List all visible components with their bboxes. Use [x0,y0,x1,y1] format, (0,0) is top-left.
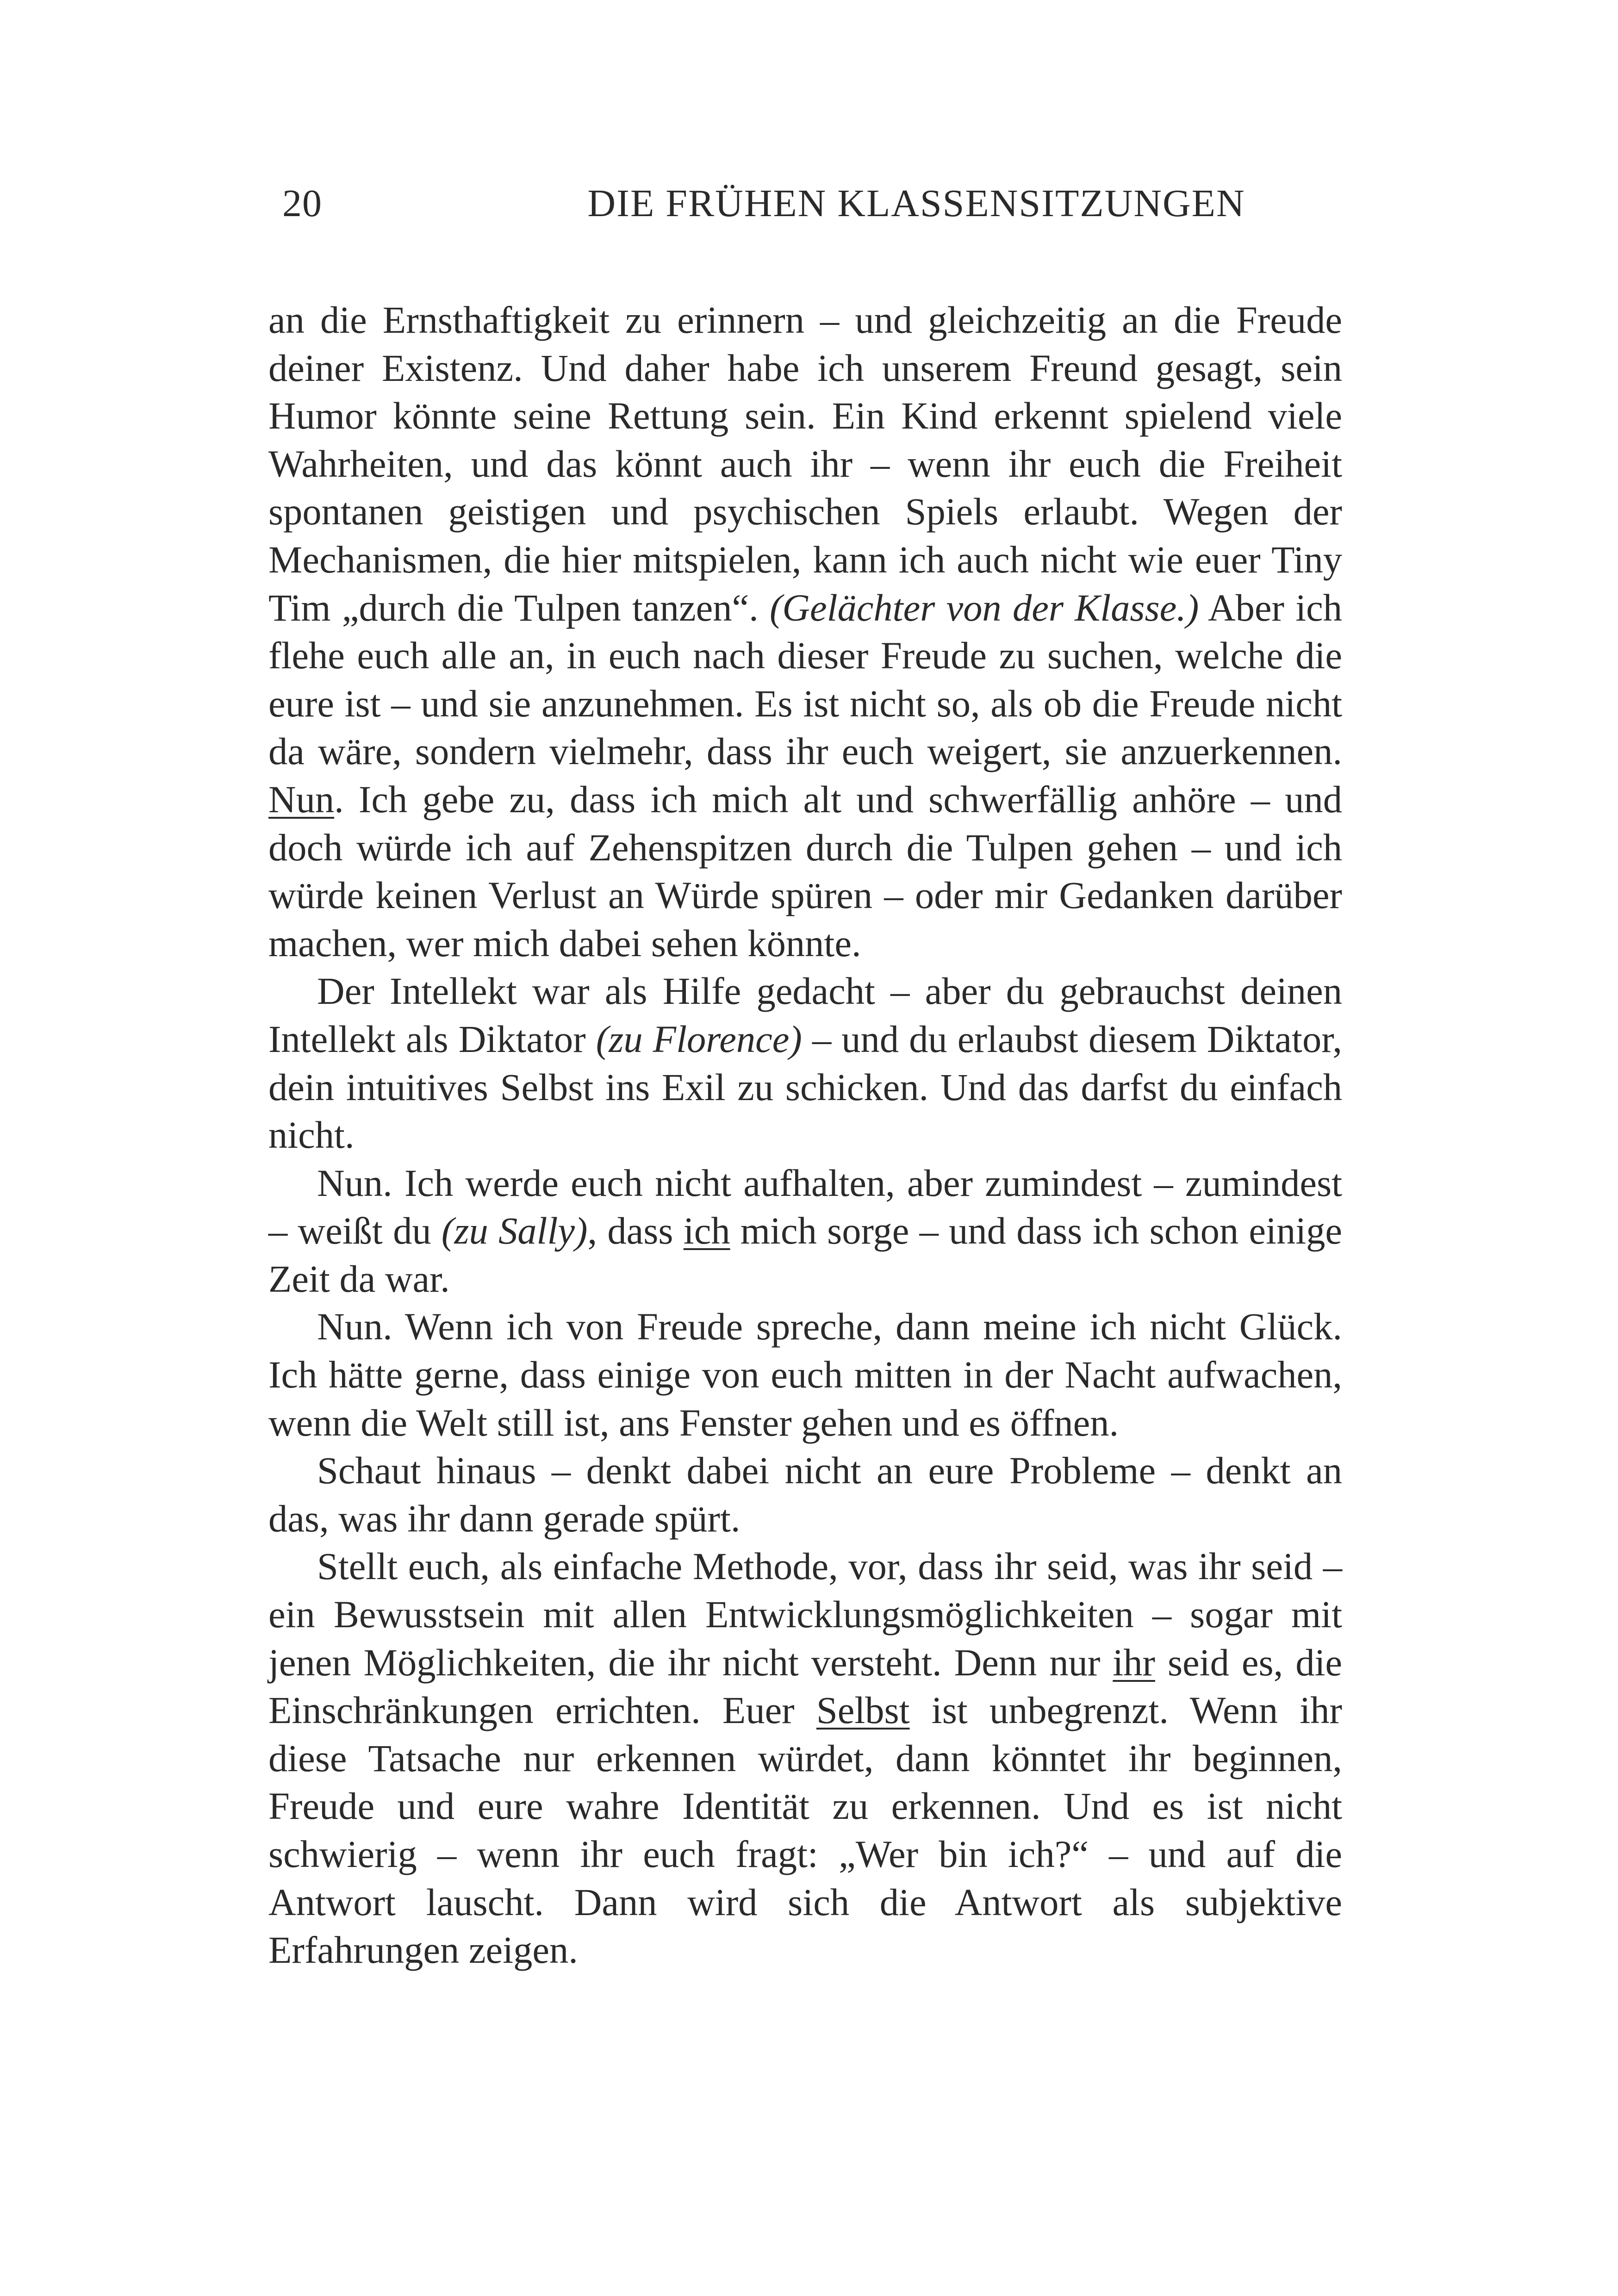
paragraph [268,967,1342,1159]
page-number: 20 [282,182,322,225]
paragraph [268,296,1342,967]
running-title: DIE FRÜHEN KLASSENSITZUNGEN [587,182,1245,225]
running-header [282,178,1356,229]
stage-direction: (zu Florence) [596,1017,802,1060]
text-run: Schaut hinaus – denkt dabei nicht an eure Probleme – denkt an das, was ihr dann gerade spürt. [268,1449,1342,1540]
text-run: – und du erlaubst diesem Diktator, dein intuitives Selbst ins Exil zu schicken. Und das darfst du einfach nicht. [268,1017,1342,1157]
body-text [268,296,1342,1974]
paragraph [268,1447,1342,1543]
stage-direction: (zu Sally) [441,1209,588,1252]
text-run: mich sorge – und dass ich schon einige Zeit da war. [268,1209,1342,1300]
text-run: ist unbegrenzt. Wenn ihr diese Tatsache nur erkennen würdet, dann könntet ihr beginnen, Freude und eure wahre Identität zu erkennen. Und es ist nicht schwierig – wenn ihr euch fragt: „Wer bin ich?“ – und auf die Antwort lauscht. Dann wird sich die Antwort als subjektive Erfahrungen zeigen. [268,1689,1343,1972]
paragraph [268,1303,1342,1447]
text-run: Nun. Wenn ich von Freude spreche, dann meine ich nicht Glück. Ich hätte gerne, dass einige von euch mitten in der Nacht aufwachen, wenn die Welt still ist, ans Fenster gehen und es öffnen. [268,1305,1342,1444]
text-run: Der Intellekt war als Hilfe gedacht – aber du gebrauchst deinen Intellekt als Diktator [268,970,1342,1060]
text-run: seid es, die Einschränkungen errichten. Euer [268,1641,1342,1732]
text-run: Aber ich flehe euch alle an, in euch nach dieser Freude zu suchen, welche die eure ist – und sie anzunehmen. Es ist nicht so, als ob die Freude nicht da wäre, sondern vielmehr, dass ihr euch weigert, sie anzuerkennen. [268,586,1342,773]
text-run: an die Ernsthaftigkeit zu erinnern – und gleichzeitig an die Freude deiner Existenz. Und daher habe ich unserem Freund gesagt, sein Humor könnte seine Rettung sein. Ein Kind erkennt spielend viele Wahrheiten, und das könnt auch ihr – wenn ihr euch die Freiheit spontanen geistigen und psychischen Spiels erlaubt. Wegen der Mechanismen, die hier mitspielen, kann ich auch nicht wie euer Tiny Tim „durch die Tulpen tanzen“. [268,299,1342,629]
emphasis-underline: ihr [1113,1641,1155,1684]
text-run: Nun. Ich werde euch nicht aufhalten, aber zumindest – zumindest – weißt du [268,1161,1342,1252]
text-run: . Ich gebe zu, dass ich mich alt und schwerfällig anhöre – und doch würde ich auf Zehenspitzen durch die Tulpen gehen – und ich würde keinen Verlust an Würde spüren – oder mir Gedanken darüber machen, wer mich dabei sehen könnte. [268,778,1342,964]
stage-direction: (Gelächter von der Klasse.) [769,586,1199,629]
emphasis-underline: Selbst [816,1689,910,1732]
text-run: , dass [587,1209,684,1252]
text-run: Stellt euch, als einfache Methode, vor, dass ihr seid, was ihr seid – ein Bewusstsein mit allen Entwicklungsmöglichkeiten – sogar mit jenen Möglichkeiten, die ihr nicht versteht. Denn nur [268,1545,1342,1684]
emphasis-underline: ich [683,1209,730,1252]
paragraph [268,1543,1342,1974]
paragraph [268,1159,1342,1303]
emphasis-underline: Nun [268,778,335,821]
